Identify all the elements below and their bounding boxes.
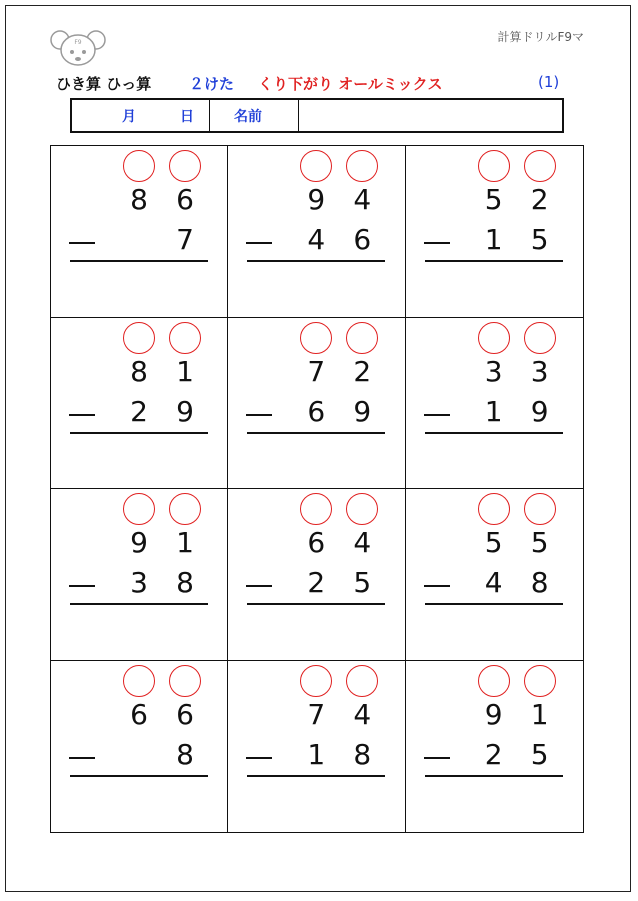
tens-answer-circle[interactable] (300, 150, 332, 182)
minuend-ones: 4 (353, 183, 372, 216)
minuend-tens: 5 (484, 526, 503, 559)
problem-cell (51, 489, 228, 661)
subtrahend-ones: 8 (176, 737, 194, 771)
minuend-ones: 2 (353, 354, 372, 388)
answer-line (70, 603, 208, 605)
ones-answer-circle[interactable] (169, 665, 201, 697)
problem-cell (51, 661, 228, 833)
ones-answer-circle[interactable] (524, 665, 556, 697)
minuend-ones: 1 (176, 526, 194, 559)
minuend-ones: 1 (176, 354, 194, 388)
subtrahend-tens: 2 (130, 394, 148, 428)
answer-line (425, 260, 563, 262)
minuend-tens: 3 (484, 354, 503, 388)
minuend-tens: 7 (307, 354, 326, 388)
subtrahend-ones: 5 (353, 566, 372, 599)
minuend-tens: 9 (130, 526, 148, 559)
answer-line (247, 432, 385, 434)
sheet-number: (1) (538, 73, 560, 91)
tens-answer-circle[interactable] (300, 665, 332, 697)
problem-cell (406, 146, 583, 318)
minuend-ones: 6 (176, 183, 194, 216)
answer-line (425, 775, 563, 777)
subtrahend-tens: 6 (307, 394, 326, 428)
minuend-ones: 3 (530, 354, 549, 388)
subtrahend-ones: 9 (176, 394, 194, 428)
ones-answer-circle[interactable] (346, 665, 378, 697)
ones-answer-circle[interactable] (524, 322, 556, 354)
minus-sign-icon (424, 757, 450, 759)
problem-cell (406, 318, 583, 490)
name-field[interactable] (299, 100, 562, 131)
minus-sign-icon (69, 585, 95, 587)
problem-cell (228, 661, 405, 833)
answer-line (247, 775, 385, 777)
minuend-ones: 4 (353, 526, 372, 559)
ones-answer-circle[interactable] (169, 493, 201, 525)
tens-answer-circle[interactable] (123, 493, 155, 525)
minuend-tens: 5 (484, 183, 503, 216)
minus-sign-icon (246, 414, 272, 416)
subtrahend-ones: 9 (530, 394, 549, 428)
minuend-ones: 1 (530, 697, 549, 731)
name-date-box (70, 98, 564, 133)
subtrahend-ones: 8 (176, 566, 194, 599)
minuend-tens: 9 (307, 183, 326, 216)
answer-line (425, 603, 563, 605)
bear-logo-icon (50, 28, 106, 68)
ones-answer-circle[interactable] (169, 322, 201, 354)
answer-line (70, 775, 208, 777)
minuend-ones: 5 (530, 526, 549, 559)
subtrahend-tens: 1 (484, 223, 503, 256)
tens-answer-circle[interactable] (300, 322, 332, 354)
subtrahend-ones: 9 (353, 394, 372, 428)
brand-name: 計算ドリルF9マ (497, 30, 584, 44)
tens-answer-circle[interactable] (300, 493, 332, 525)
minus-sign-icon (424, 585, 450, 587)
title-digits: ２けた (189, 75, 235, 93)
month-label: 月 (122, 109, 136, 125)
ones-answer-circle[interactable] (346, 493, 378, 525)
worksheet-title (56, 73, 576, 93)
minus-sign-icon (246, 757, 272, 759)
subtrahend-tens: 3 (130, 566, 148, 599)
tens-answer-circle[interactable] (123, 322, 155, 354)
subtrahend-tens: 4 (484, 566, 503, 599)
minus-sign-icon (69, 242, 95, 244)
tens-answer-circle[interactable] (478, 493, 510, 525)
name-label: 名前 (234, 109, 262, 125)
subtrahend-tens: 1 (307, 737, 326, 771)
answer-line (247, 603, 385, 605)
ones-answer-circle[interactable] (346, 322, 378, 354)
tens-answer-circle[interactable] (123, 150, 155, 182)
problem-cell (51, 146, 228, 318)
answer-line (425, 432, 563, 434)
minus-sign-icon (424, 414, 450, 416)
subtrahend-tens: 4 (307, 223, 326, 256)
minuend-ones: 2 (530, 183, 549, 216)
tens-answer-circle[interactable] (478, 665, 510, 697)
minuend-ones: 6 (176, 697, 194, 731)
subtrahend-tens: 1 (484, 394, 503, 428)
tens-answer-circle[interactable] (478, 322, 510, 354)
minuend-tens: 9 (484, 697, 503, 731)
date-field[interactable] (72, 100, 210, 131)
ones-answer-circle[interactable] (524, 493, 556, 525)
minuend-ones: 4 (353, 697, 372, 731)
ones-answer-circle[interactable] (169, 150, 201, 182)
minus-sign-icon (69, 757, 95, 759)
subtrahend-tens: 2 (484, 737, 503, 771)
problem-cell (406, 661, 583, 833)
problem-cell (51, 318, 228, 490)
logo-text: F9 (74, 39, 82, 46)
day-label: 日 (180, 109, 194, 125)
subtrahend-ones: 8 (530, 566, 549, 599)
title-main: ひき算 ひっ算 (56, 75, 152, 93)
subtrahend-ones: 7 (176, 223, 194, 256)
minuend-tens: 7 (307, 697, 326, 731)
problem-cell (228, 146, 405, 318)
problem-cell (228, 489, 405, 661)
subtrahend-ones: 6 (353, 223, 372, 256)
subtrahend-ones: 8 (353, 737, 372, 771)
tens-answer-circle[interactable] (123, 665, 155, 697)
answer-line (70, 260, 208, 262)
subtrahend-ones: 5 (530, 737, 549, 771)
minuend-tens: 8 (130, 183, 148, 216)
problem-cell (228, 318, 405, 490)
problem-cell (406, 489, 583, 661)
minuend-tens: 8 (130, 354, 148, 388)
minus-sign-icon (246, 585, 272, 587)
problem-grid (50, 145, 584, 833)
answer-line (70, 432, 208, 434)
answer-line (247, 260, 385, 262)
minuend-tens: 6 (130, 697, 148, 731)
title-type: くり下がり オールミックス (258, 75, 443, 93)
ones-answer-circle[interactable] (524, 150, 556, 182)
ones-answer-circle[interactable] (346, 150, 378, 182)
minus-sign-icon (246, 242, 272, 244)
subtrahend-tens: 2 (307, 566, 326, 599)
minuend-tens: 6 (307, 526, 326, 559)
tens-answer-circle[interactable] (478, 150, 510, 182)
subtrahend-ones: 5 (530, 223, 549, 256)
minus-sign-icon (424, 242, 450, 244)
minus-sign-icon (69, 414, 95, 416)
name-label-cell (210, 100, 299, 131)
